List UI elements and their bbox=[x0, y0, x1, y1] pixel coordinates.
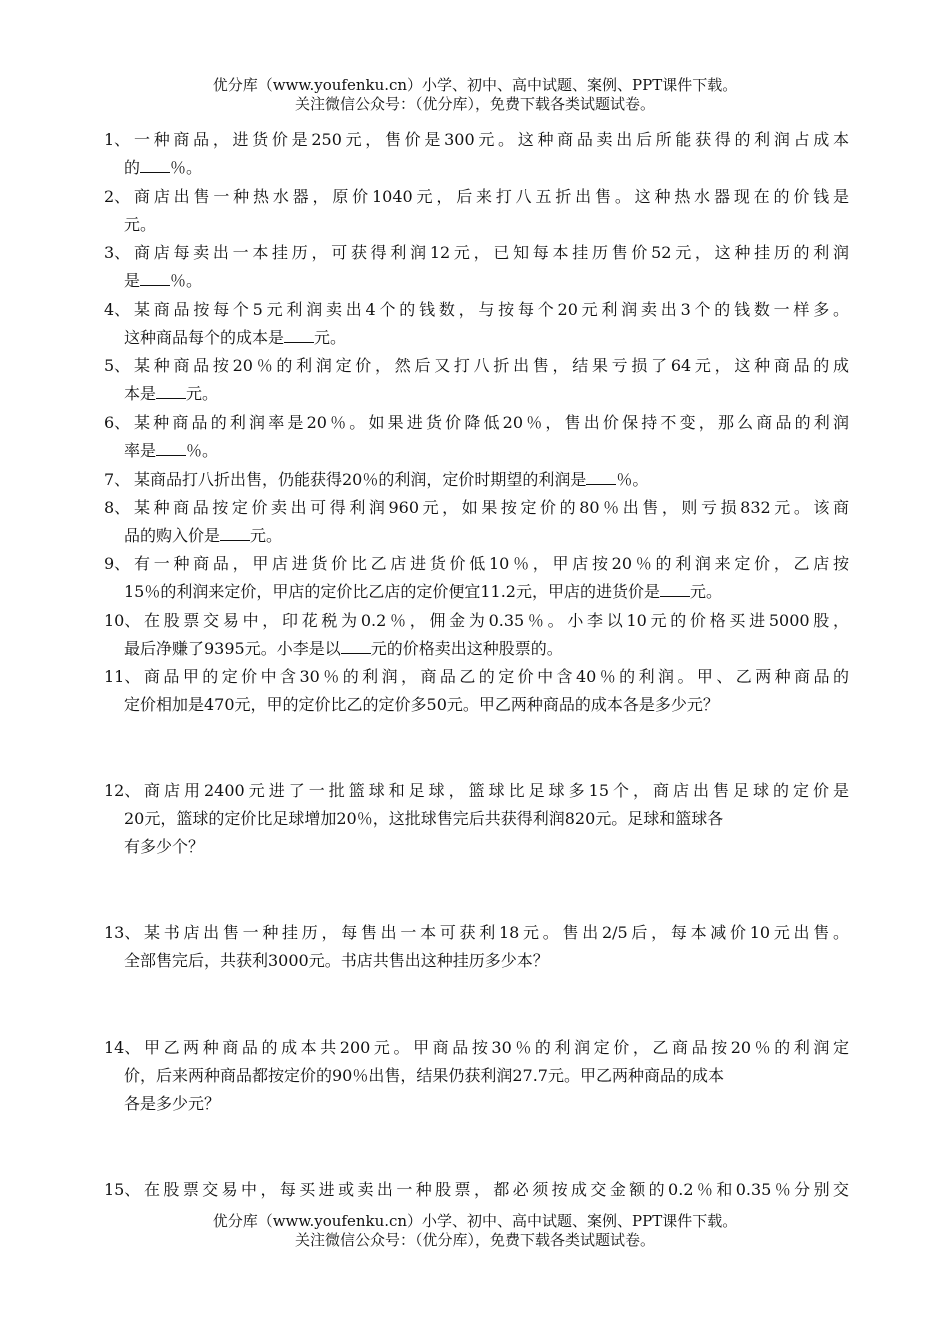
answer-blank[interactable] bbox=[586, 470, 616, 485]
question-text-cont: 的 ％。 bbox=[124, 158, 203, 177]
question-15 bbox=[104, 1176, 849, 1204]
question-number: 10、 bbox=[104, 611, 141, 630]
answer-blank[interactable] bbox=[140, 158, 170, 173]
question-number: 8、 bbox=[104, 498, 131, 517]
question-number: 9、 bbox=[104, 554, 131, 573]
question-4 bbox=[104, 296, 849, 352]
question-text-cont: 定价相加是470元，甲的定价比乙的定价多50元。甲乙两种商品的成本各是多少元？ bbox=[124, 695, 719, 714]
question-9 bbox=[104, 550, 849, 606]
question-text: 某商品按每个5元利润卖出4个的钱数，与按每个20元利润卖出3个的钱数一样多。 bbox=[134, 300, 849, 319]
question-number: 15、 bbox=[104, 1180, 141, 1199]
question-1 bbox=[104, 126, 849, 182]
question-3 bbox=[104, 239, 849, 295]
question-text-cont: 15％的利润来定价，甲店的定价比乙店的定价便宜11.2元，甲店的进货价是 元。 bbox=[124, 582, 723, 601]
question-text-cont: 各是多少元？ bbox=[124, 1094, 221, 1113]
answer-blank[interactable] bbox=[156, 384, 186, 399]
answer-blank[interactable] bbox=[156, 441, 186, 456]
question-10 bbox=[104, 607, 849, 663]
answer-blank[interactable] bbox=[660, 582, 690, 597]
question-text-cont: 本是 元。 bbox=[124, 384, 219, 403]
question-text-cont: 价，后来两种商品都按定价的90％出售，结果仍获利润27.7元。甲乙两种商品的成本 bbox=[124, 1066, 724, 1085]
question-text-cont: 20元，篮球的定价比足球增加20％，这批球售完后共获得利润820元。足球和篮球各 bbox=[124, 809, 724, 828]
question-text: 一种商品，进货价是250元，售价是300元。这种商品卖出后所能获得的利润占成本 bbox=[134, 130, 849, 149]
question-text: 有一种商品，甲店进货价比乙店进货价低10％，甲店按20％的利润来定价，乙店按 bbox=[134, 554, 849, 573]
header-line-2: 关注微信公众号：（优分库），免费下载各类试题试卷。 bbox=[294, 95, 655, 113]
question-text-cont: 最后净赚了9395元。小李是以 元的价格卖出这种股票的。 bbox=[124, 639, 563, 658]
question-text: 某书店出售一种挂历，每售出一本可获利18元。售出2/5后，每本减价10元出售。 bbox=[144, 923, 849, 942]
question-number: 6、 bbox=[104, 413, 131, 432]
question-text: 在股票交易中，印花税为0.2％，佣金为0.35％。小李以10元的价格买进5000股， bbox=[144, 611, 849, 630]
answer-blank[interactable] bbox=[220, 526, 250, 541]
question-8 bbox=[104, 494, 849, 550]
answer-blank[interactable] bbox=[140, 271, 170, 286]
question-14 bbox=[104, 1034, 849, 1118]
question-text-cont: 元。 bbox=[124, 215, 157, 234]
question-number: 13、 bbox=[104, 923, 141, 942]
question-13 bbox=[104, 919, 849, 975]
footer-line-1: 优分库（www.youfenku.cn）小学、初中、高中试题、案例、PPT课件下载。 bbox=[212, 1212, 738, 1230]
question-number: 4、 bbox=[104, 300, 131, 319]
question-number: 1、 bbox=[104, 130, 131, 149]
question-number: 3、 bbox=[104, 243, 131, 262]
question-text: 商店每卖出一本挂历，可获得利润12元，已知每本挂历售价52元，这种挂历的利润 bbox=[134, 243, 849, 262]
question-number: 11、 bbox=[104, 667, 141, 686]
question-text-cont: 率是 ％。 bbox=[124, 441, 219, 460]
question-text: 商店出售一种热水器，原价1040元，后来打八五折出售。这种热水器现在的价钱是 bbox=[134, 187, 849, 206]
question-2 bbox=[104, 183, 849, 239]
page-header bbox=[0, 76, 950, 114]
question-text: 甲乙两种商品的成本共200元。甲商品按30％的利润定价，乙商品按20％的利润定 bbox=[144, 1038, 849, 1057]
question-text: 某种商品按20％的利润定价，然后又打八折出售，结果亏损了64元，这种商品的成 bbox=[134, 356, 849, 375]
question-text: 某种商品按定价卖出可得利润960元，如果按定价的80％出售，则亏损832元。该商 bbox=[134, 498, 849, 517]
question-number: 2、 bbox=[104, 187, 131, 206]
question-text: 商店用2400元进了一批篮球和足球，篮球比足球多15个，商店出售足球的定价是 bbox=[144, 781, 849, 800]
page-footer bbox=[0, 1212, 950, 1250]
answer-blank[interactable] bbox=[284, 328, 314, 343]
header-line-1: 优分库（www.youfenku.cn）小学、初中、高中试题、案例、PPT课件下载。 bbox=[212, 76, 738, 94]
question-text-cont: 品的购入价是 元。 bbox=[124, 526, 283, 545]
question-7 bbox=[104, 466, 849, 494]
footer-line-2: 关注微信公众号：（优分库），免费下载各类试题试卷。 bbox=[294, 1231, 655, 1249]
question-text-cont: 是 ％。 bbox=[124, 271, 203, 290]
question-12 bbox=[104, 777, 849, 861]
answer-blank[interactable] bbox=[341, 639, 371, 654]
question-number: 12、 bbox=[104, 781, 141, 800]
question-text: 在股票交易中，每买进或卖出一种股票，都必须按成交金额的0.2％和0.35％分别交 bbox=[144, 1180, 849, 1199]
question-number: 14、 bbox=[104, 1038, 141, 1057]
question-5 bbox=[104, 352, 849, 408]
question-text: 商品甲的定价中含30％的利润，商品乙的定价中含40％的利润。甲、乙两种商品的 bbox=[144, 667, 849, 686]
question-11 bbox=[104, 663, 849, 719]
question-text: 某商品打八折出售，仍能获得20％的利润，定价时期望的利润是 ％。 bbox=[134, 470, 649, 489]
question-text-cont: 全部售完后，共获利3000元。书店共售出这种挂历多少本？ bbox=[124, 951, 549, 970]
question-6 bbox=[104, 409, 849, 465]
question-number: 5、 bbox=[104, 356, 131, 375]
question-number: 7、 bbox=[104, 470, 131, 489]
question-text: 某种商品的利润率是20％。如果进货价降低20％，售出价保持不变，那么商品的利润 bbox=[134, 413, 849, 432]
question-text-cont: 有多少个？ bbox=[124, 837, 205, 856]
question-text-cont: 这种商品每个的成本是 元。 bbox=[124, 328, 347, 347]
